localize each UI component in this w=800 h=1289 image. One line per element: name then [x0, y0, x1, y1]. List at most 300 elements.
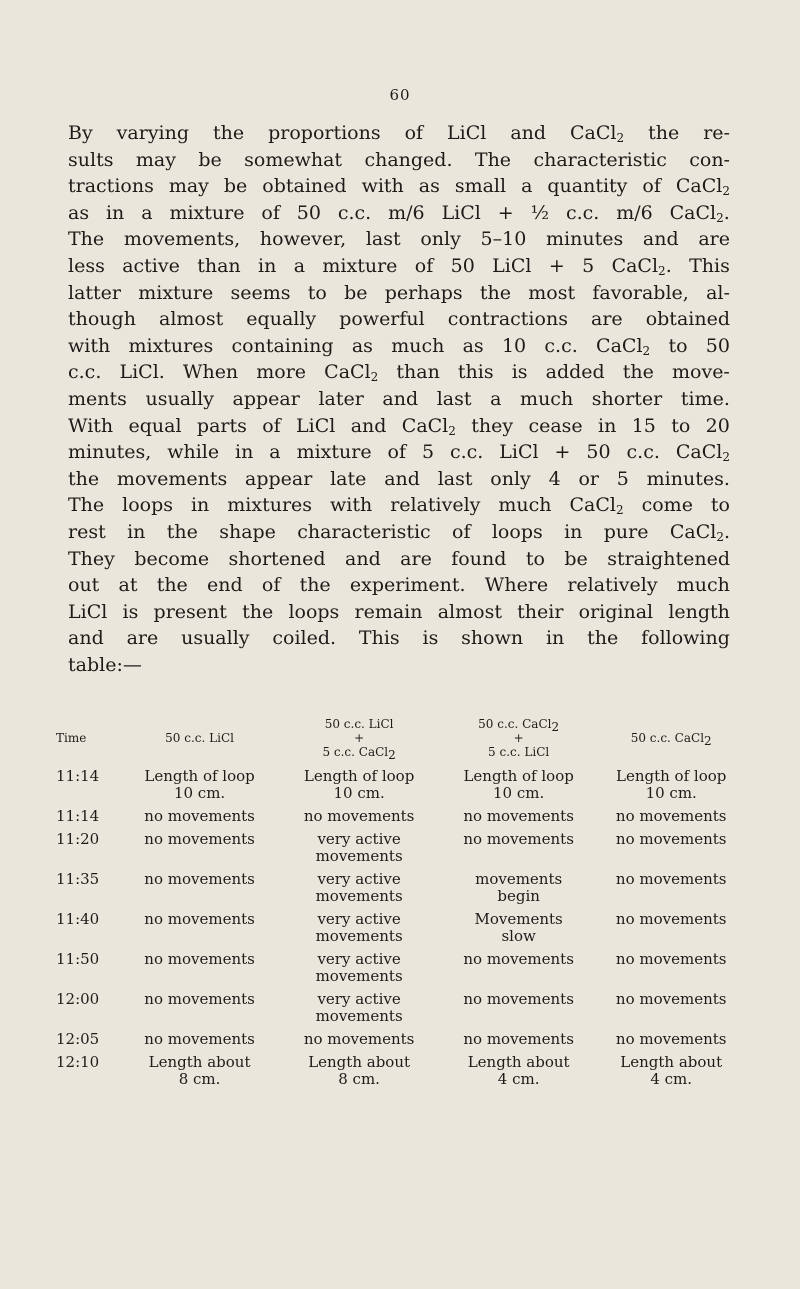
word: much — [520, 387, 574, 410]
word: move- — [672, 361, 730, 384]
word: contractions — [447, 308, 568, 331]
table-cell — [598, 911, 744, 928]
cell-text: Length of loop — [463, 767, 574, 785]
word: added — [545, 361, 605, 384]
table-row — [54, 768, 744, 802]
word: the — [166, 520, 198, 543]
word: in — [545, 627, 565, 650]
word: active — [122, 254, 180, 277]
word: straightened — [607, 547, 730, 570]
word: somewhat — [244, 148, 343, 171]
table-row — [54, 808, 744, 825]
word: equally — [246, 308, 317, 331]
word: though — [68, 308, 136, 331]
word: of — [404, 122, 424, 144]
table-cell — [439, 911, 599, 945]
table-row — [54, 911, 744, 945]
word: a — [293, 254, 306, 277]
word: of — [261, 574, 281, 597]
word: loops — [491, 520, 543, 543]
cell-text: very active — [317, 910, 401, 928]
word: of — [262, 414, 281, 437]
word: CaCl$_2$. — [611, 254, 672, 278]
word: much — [498, 494, 552, 517]
cell-text: 10 cm. — [173, 784, 226, 802]
cell-text: 12:10 — [56, 1053, 100, 1071]
table-cell — [120, 951, 280, 968]
word: cease — [528, 414, 583, 437]
time-cell — [54, 951, 120, 968]
word: characteristic — [533, 148, 667, 171]
cell-text: 11:40 — [56, 910, 100, 928]
cell-text: no movements — [144, 990, 255, 1008]
word: to — [525, 547, 545, 570]
body-paragraph — [68, 120, 730, 678]
column-header — [598, 731, 744, 748]
table-cell — [598, 871, 744, 888]
word: is — [511, 361, 528, 384]
word: may — [135, 148, 176, 171]
cell-text: no movements — [144, 1030, 255, 1048]
word: rest — [68, 520, 106, 543]
text-line — [68, 147, 730, 174]
word: appear — [245, 467, 313, 490]
cell-text: very active — [317, 990, 401, 1008]
word: relatively — [567, 574, 658, 597]
word: CaCl$_2$ — [570, 122, 625, 145]
cell-text: 10 cm. — [493, 784, 545, 802]
word: With — [68, 414, 114, 437]
table-cell — [598, 831, 744, 848]
word: more — [256, 361, 307, 384]
word: The — [68, 228, 105, 251]
word: This — [689, 254, 730, 277]
table-body — [54, 768, 744, 1088]
word: minutes. — [646, 467, 730, 490]
word: their — [517, 600, 564, 623]
cell-text: begin — [497, 887, 540, 905]
word: to — [668, 334, 688, 357]
table-cell — [598, 808, 744, 825]
word: to — [710, 494, 730, 517]
cell-text: movements — [315, 967, 403, 985]
word: 50 — [705, 334, 730, 357]
word: usually — [181, 627, 250, 650]
cell-text: 11:50 — [56, 950, 100, 968]
cell-text: 12:00 — [56, 990, 100, 1008]
word: 10 — [501, 334, 527, 357]
word: seems — [230, 281, 291, 304]
table-header-row — [54, 708, 744, 768]
text-line — [68, 120, 730, 147]
word: shown — [461, 627, 524, 650]
text-line — [68, 439, 730, 466]
word: last — [365, 228, 401, 251]
word: They — [68, 547, 115, 570]
word: as — [418, 175, 440, 198]
time-cell — [54, 1054, 120, 1071]
time-cell — [54, 1031, 120, 1048]
word: only — [420, 228, 461, 251]
cell-text: 8 cm. — [178, 1070, 221, 1088]
cell-text: no movements — [615, 910, 727, 928]
word: CaCl$_2$ — [596, 334, 651, 358]
word: characteristic — [297, 520, 431, 543]
cell-text: movements — [475, 870, 563, 888]
table-cell — [279, 808, 439, 825]
word: mixtures — [227, 494, 313, 517]
word: time. — [680, 387, 730, 410]
word: proportions — [268, 122, 381, 144]
text-line — [68, 625, 730, 652]
word: small — [454, 175, 507, 198]
word: experiment. — [349, 574, 466, 597]
word: of — [414, 254, 434, 277]
word: become — [134, 547, 210, 570]
word: LiCl — [447, 122, 487, 144]
table-cell — [439, 951, 599, 968]
table-cell — [279, 1031, 439, 1048]
word: CaCl$_2$ — [401, 414, 456, 438]
word: varying — [116, 122, 190, 144]
word: may — [168, 175, 209, 198]
word: and — [384, 467, 420, 490]
text-line — [68, 359, 730, 386]
word: shortened — [228, 547, 326, 570]
word: as — [351, 334, 373, 357]
column-header — [439, 717, 599, 759]
word: the — [587, 627, 619, 650]
word: only — [490, 467, 531, 490]
word: obtained — [645, 308, 730, 331]
table-cell — [439, 808, 599, 825]
word: much — [676, 574, 730, 597]
table-cell — [120, 1031, 280, 1048]
word: + — [548, 254, 565, 277]
word: shape — [219, 520, 276, 543]
table-cell — [439, 871, 599, 905]
word: loops — [288, 600, 340, 623]
header-text: Time — [56, 731, 87, 745]
column-header — [279, 717, 439, 762]
word: they — [471, 414, 514, 437]
word: the — [68, 467, 100, 490]
word: with — [68, 334, 111, 357]
word: 15 — [631, 414, 656, 437]
word: to — [307, 281, 327, 304]
word: as — [68, 201, 90, 224]
column-header — [120, 731, 280, 745]
cell-text: no movements — [615, 807, 727, 825]
word: + — [554, 441, 571, 464]
word: The — [68, 494, 105, 517]
word: in — [190, 494, 210, 517]
word: of — [261, 201, 280, 224]
word: original — [578, 600, 654, 623]
word: movements — [116, 467, 228, 490]
cell-text: no movements — [144, 950, 255, 968]
word: m/6 — [616, 201, 653, 224]
cell-text: very active — [317, 830, 401, 848]
word: the — [242, 600, 274, 623]
word: with — [330, 494, 373, 517]
word: CaCl$_2$ — [569, 494, 624, 518]
time-cell — [54, 991, 120, 1008]
word: ments — [68, 387, 127, 410]
word: much — [391, 334, 445, 357]
word: c.c. — [626, 441, 660, 464]
table-cell — [439, 1054, 599, 1088]
word: 50 — [296, 201, 321, 224]
cell-text: Movements — [474, 910, 563, 928]
word: Where — [484, 574, 549, 597]
header-text: 50 c.c. LiCl — [165, 731, 234, 745]
word: in — [235, 441, 254, 464]
word: re- — [703, 122, 730, 144]
word: than — [396, 361, 440, 384]
word: c.c. — [337, 201, 372, 224]
table-row — [54, 1031, 744, 1048]
word: are — [698, 228, 730, 251]
word: ½ — [530, 201, 550, 224]
header-text: 5 c.c. LiCl — [488, 745, 550, 759]
word: 5–10 — [480, 228, 527, 251]
text-line — [68, 306, 730, 333]
word: be — [564, 547, 588, 570]
cell-text: Length about — [620, 1053, 723, 1071]
word: and — [382, 387, 419, 410]
table-cell — [120, 991, 280, 1008]
header-text: 50 c.c. LiCl — [324, 717, 394, 731]
cell-text: no movements — [615, 990, 727, 1008]
header-text: 50 c.c. CaCl$_2$ — [630, 731, 712, 748]
cell-text: no movements — [303, 1030, 415, 1048]
text-line — [68, 200, 730, 227]
cell-text: no movements — [463, 830, 574, 848]
word: relatively — [390, 494, 481, 517]
header-text: + — [354, 731, 365, 745]
word: while — [167, 441, 220, 464]
word: + — [497, 201, 514, 224]
cell-text: no movements — [144, 870, 255, 888]
table-cell — [439, 1031, 599, 1048]
word: 5 — [582, 254, 595, 277]
cell-text: slow — [501, 927, 536, 945]
word: The — [474, 148, 512, 171]
word: CaCl$_2$ — [675, 441, 730, 465]
table-cell — [120, 911, 280, 928]
cell-text: Length about — [148, 1053, 251, 1071]
time-cell — [54, 831, 120, 848]
word: present — [153, 600, 227, 623]
text-line — [68, 466, 730, 493]
word: LiCl — [499, 441, 539, 464]
cell-text: no movements — [463, 807, 574, 825]
cell-text: 11:35 — [56, 870, 100, 888]
word: favorable, — [592, 281, 689, 304]
word: with — [361, 175, 404, 198]
word: a — [490, 387, 502, 410]
table-row — [54, 831, 744, 865]
word: shorter — [591, 387, 663, 410]
word: equal — [128, 414, 182, 437]
word: c.c. — [544, 334, 578, 357]
word: c.c. — [565, 201, 600, 224]
word: almost — [437, 600, 502, 623]
table-row — [54, 1054, 744, 1088]
table-row — [54, 871, 744, 905]
word: is — [122, 600, 139, 623]
word: and — [350, 414, 387, 437]
cell-text: Length about — [308, 1053, 411, 1071]
cell-text: no movements — [463, 950, 574, 968]
cell-text: no movements — [463, 1030, 574, 1048]
word: come — [641, 494, 693, 517]
text-line — [68, 280, 730, 307]
word: remain — [354, 600, 423, 623]
page-number: 60 — [389, 86, 411, 104]
table-cell — [598, 1031, 744, 1048]
word: late — [330, 467, 367, 490]
cell-text: 10 cm. — [645, 784, 697, 802]
word: 50 — [450, 254, 475, 277]
word: a — [269, 441, 281, 464]
word: and — [345, 547, 381, 570]
word: at — [118, 574, 138, 597]
text-line — [68, 333, 730, 360]
text-line — [68, 386, 730, 413]
word: CaCl$_2$. — [669, 520, 730, 544]
word: con- — [689, 148, 730, 171]
word: the — [213, 122, 245, 144]
text-line — [68, 492, 730, 519]
cell-text: 11:20 — [56, 830, 100, 848]
text-line — [68, 253, 730, 280]
word: in — [127, 520, 146, 543]
word: in — [564, 520, 583, 543]
cell-text: 12:05 — [56, 1030, 100, 1048]
table-cell — [279, 991, 439, 1025]
word: CaCl$_2$ — [324, 361, 379, 385]
word: CaCl$_2$ — [675, 175, 730, 199]
text-line — [68, 173, 730, 200]
cell-text: Length of loop — [303, 767, 415, 785]
word: 50 — [586, 441, 611, 464]
table-cell — [120, 808, 280, 825]
word: 5 — [616, 467, 629, 490]
table-cell — [439, 831, 599, 848]
word: and — [68, 627, 104, 650]
word: This — [358, 627, 400, 650]
word: are — [400, 547, 432, 570]
text-line — [68, 599, 730, 626]
word: loops — [122, 494, 173, 517]
table-cell — [120, 871, 280, 888]
word: CaCl$_2$. — [669, 201, 730, 225]
word: mixtures — [128, 334, 214, 357]
word: usually — [145, 387, 214, 410]
word: 20 — [705, 414, 730, 437]
text-line — [68, 546, 730, 573]
word: mixture — [169, 201, 245, 224]
cell-text: no movements — [144, 807, 255, 825]
word: perhaps — [384, 281, 463, 304]
word: and — [642, 228, 679, 251]
text-line — [68, 413, 730, 440]
word: be — [344, 281, 368, 304]
word: mixture — [322, 254, 398, 277]
word: this — [457, 361, 494, 384]
word: the — [299, 574, 331, 597]
table-cell — [120, 831, 280, 848]
word: length — [668, 600, 730, 623]
word: 4 — [548, 467, 561, 490]
table-cell — [279, 1054, 439, 1088]
word: LiCl — [492, 254, 532, 277]
word: than — [197, 254, 241, 277]
word: of — [642, 175, 661, 198]
word: found — [451, 547, 507, 570]
header-text: 5 c.c. CaCl$_2$ — [322, 745, 396, 762]
time-cell — [54, 768, 120, 785]
word: in — [598, 414, 617, 437]
cell-text: no movements — [615, 830, 727, 848]
table-cell — [279, 951, 439, 985]
cell-text: no movements — [615, 1030, 727, 1048]
word: parts — [196, 414, 247, 437]
cell-text: very active — [317, 870, 401, 888]
word: last — [437, 467, 473, 490]
cell-text: 10 cm. — [333, 784, 385, 802]
word: a — [141, 201, 153, 224]
word: LiCl. — [119, 361, 165, 384]
cell-text: 4 cm. — [497, 1070, 540, 1088]
word: of — [387, 441, 406, 464]
cell-text: no movements — [303, 807, 415, 825]
time-cell — [54, 808, 120, 825]
word: m/6 — [388, 201, 425, 224]
word: following — [641, 627, 730, 650]
cell-text: movements — [315, 927, 403, 945]
table-cell — [120, 1054, 280, 1088]
word: most — [528, 281, 576, 304]
word: are — [126, 627, 159, 650]
word: changed. — [364, 148, 453, 171]
word: obtained — [262, 175, 347, 198]
word: in — [258, 254, 277, 277]
cell-text: no movements — [615, 950, 727, 968]
table-cell — [439, 991, 599, 1008]
word: sults — [68, 148, 114, 171]
word: powerful — [339, 308, 425, 331]
word: is — [422, 627, 439, 650]
word: almost — [159, 308, 224, 331]
word: be — [198, 148, 222, 171]
word: less — [68, 254, 105, 277]
word: c.c. — [449, 441, 484, 464]
word: out — [68, 574, 100, 597]
word: a — [521, 175, 533, 198]
table-cell — [439, 768, 599, 802]
word: al- — [706, 281, 730, 304]
word: the — [622, 361, 654, 384]
word: later — [318, 387, 364, 410]
word: however, — [259, 228, 347, 251]
word: By — [68, 122, 93, 144]
word: in — [105, 201, 125, 224]
table-cell — [598, 951, 744, 968]
time-cell — [54, 871, 120, 888]
